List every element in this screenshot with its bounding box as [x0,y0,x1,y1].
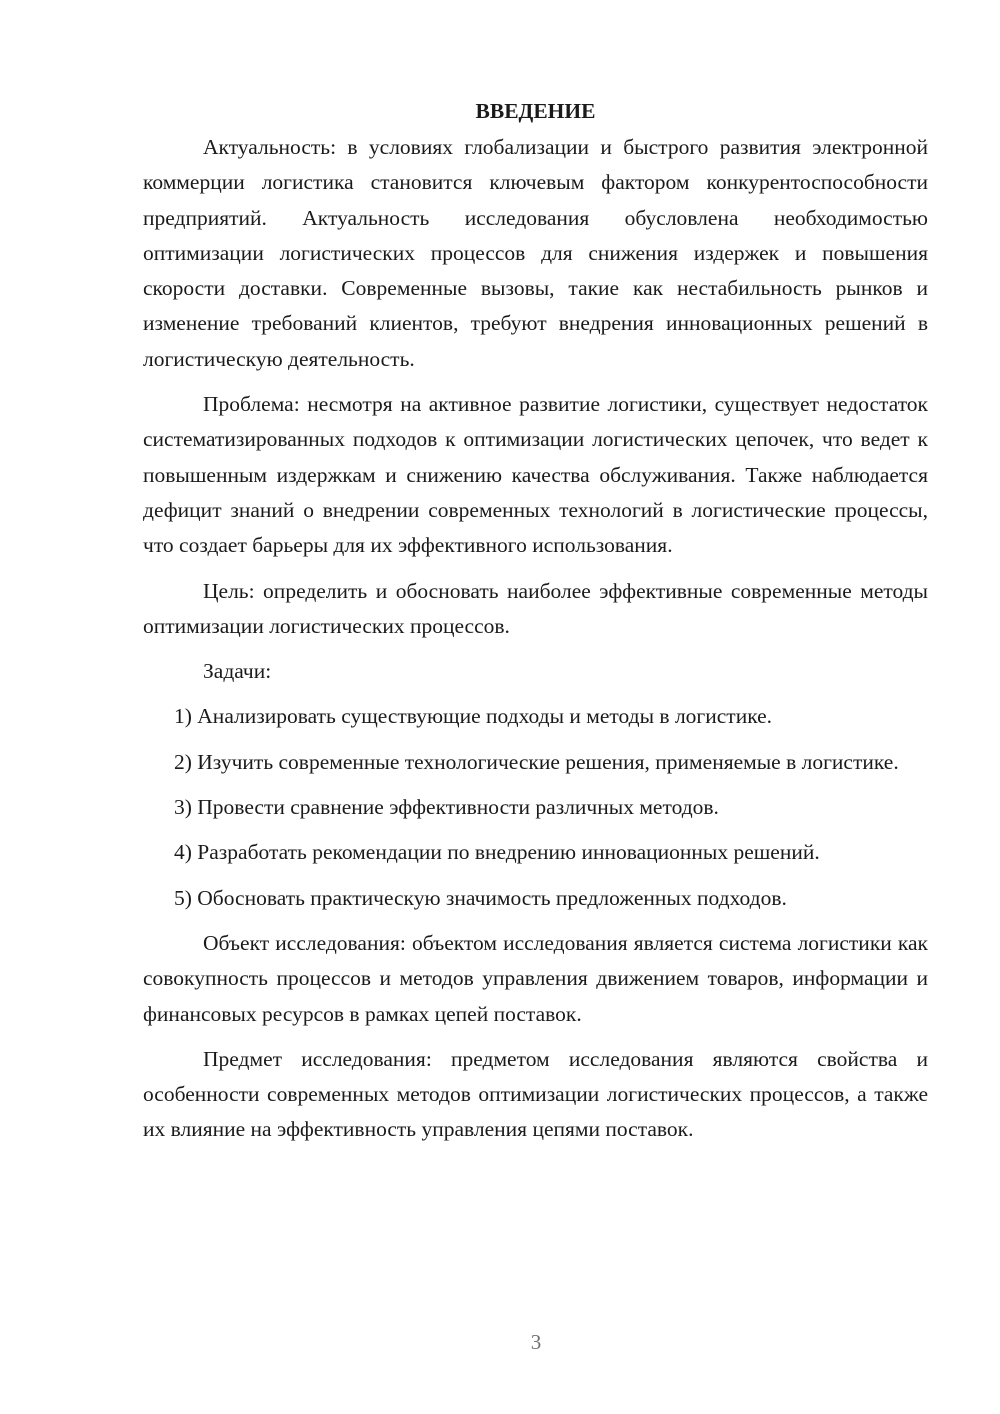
paragraph-goal: Цель: определить и обосновать наиболее эффективные современные методы оптимизации логистических процессов. [143,578,928,638]
paragraph-relevance: Актуальность: в условиях глобализации и быстрого развития электронной коммерции логистика становится ключевым фактором конкурентоспособности предприятий. Актуальность исследования обусловлена необходимостью оптимизации логистических процессов для снижения издержек и повышения скорости доставки. Современные вызовы, такие как нестабильность рынков и изменение требований клиентов, требуют внедрения инновационных решений в логистическую деятельность. [143,135,928,371]
task-item: 5) Обосновать практическую значимость предложенных подходов. [174,885,787,910]
paragraph-subject: Предмет исследования: предметом исследования являются свойства и особенности современных методов оптимизации логистических процессов, а также их влияние на эффективность управления цепями поставок. [143,1046,928,1142]
page-number: 3 [530,1330,542,1354]
paragraph-object: Объект исследования: объектом исследования является система логистики как совокупность процессов и методов управления движением товаров, информации и финансовых ресурсов в рамках цепей поставок. [143,930,928,1026]
paragraph-problem: Проблема: несмотря на активное развитие логистики, существует недостаток систематизированных подходов к оптимизации логистических цепочек, что ведет к повышенным издержкам и снижению качества обслуживания. Также наблюдается дефицит знаний о внедрении современных технологий в логистические процессы, что создает барьеры для их эффективного использования. [143,392,928,558]
section-heading: ВВЕДЕНИЕ [475,99,596,123]
document-page [143,92,928,1158]
task-item: 4) Разработать рекомендации по внедрению инновационных решений. [174,840,820,865]
paragraph-tasks-title: Задачи: [203,659,272,684]
task-item: 1) Анализировать существующие подходы и методы в логистике. [174,704,773,729]
task-item: 3) Провести сравнение эффективности различных методов. [174,795,719,820]
task-item: 2) Изучить современные технологические решения, применяемые в логистике. [174,749,899,774]
